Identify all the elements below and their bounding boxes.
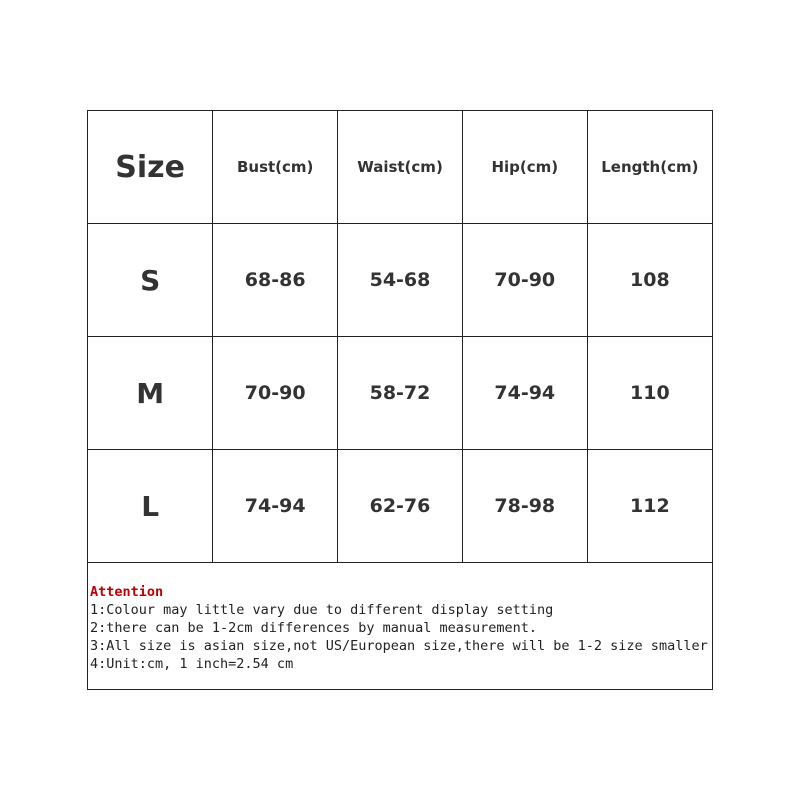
waist-cell: 62-76 (338, 450, 463, 563)
attention-notes (88, 563, 712, 673)
hip-cell: 70-90 (462, 224, 587, 337)
length-cell: 110 (587, 337, 712, 450)
attention-title: Attention (90, 584, 164, 600)
size-cell: L (88, 450, 213, 563)
note-line: 4:Unit:cm, 1 inch=2.54 cm (90, 656, 294, 672)
header-hip: Hip(cm) (462, 111, 587, 224)
size-cell: S (88, 224, 213, 337)
bust-cell: 74-94 (213, 450, 338, 563)
note-line: 2:there can be 1-2cm differences by manual measurement. (90, 620, 538, 636)
length-cell: 112 (587, 450, 712, 563)
bust-cell: 70-90 (213, 337, 338, 450)
header-waist: Waist(cm) (338, 111, 463, 224)
size-table (88, 111, 712, 563)
header-size: Size (88, 111, 213, 224)
size-chart (87, 110, 713, 690)
size-cell: M (88, 337, 213, 450)
bust-cell: 68-86 (213, 224, 338, 337)
hip-cell: 74-94 (462, 337, 587, 450)
header-bust: Bust(cm) (213, 111, 338, 224)
waist-cell: 54-68 (338, 224, 463, 337)
header-length: Length(cm) (587, 111, 712, 224)
table-row (88, 337, 712, 450)
header-row (88, 111, 712, 224)
note-line: 3:All size is asian size,not US/European size,there will be 1-2 size smaller (90, 638, 708, 654)
note-line: 1:Colour may little vary due to different display setting (90, 602, 554, 618)
table-row (88, 450, 712, 563)
table-row (88, 224, 712, 337)
hip-cell: 78-98 (462, 450, 587, 563)
waist-cell: 58-72 (338, 337, 463, 450)
length-cell: 108 (587, 224, 712, 337)
